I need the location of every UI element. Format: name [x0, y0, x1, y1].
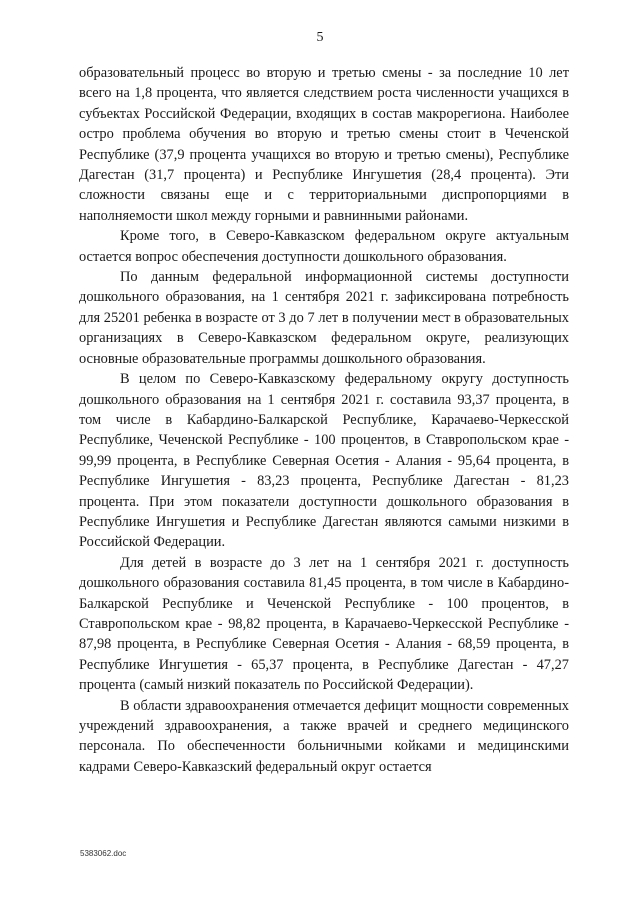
paragraph-healthcare: В области здравоохранения отмечается дефицит мощности современных учреждений здравоохранения, а также врачей и среднего медицинского персонала. По обеспеченности больничными койками и медицинскими кадрами Северо-Кавказский федеральный округ остается	[79, 697, 569, 775]
paragraph-preschool-demand: По данным федеральной информационной системы доступности дошкольного образования, на 1 сентября 2021 г. зафиксирована потребность для 25201 ребенка в возрасте от 3 до 7 лет в получении мест в образовательных организациях в Северо-Кавказском федеральном округе, реализующих основные образовательные программы дошкольного образования.	[79, 269, 569, 367]
page-number: 5	[316, 30, 324, 45]
paragraph-preschool-issue: Кроме того, в Северо-Кавказском федеральном округе актуальным остается вопрос обеспечения доступности дошкольного образования.	[79, 228, 569, 265]
document-body	[79, 63, 569, 777]
paragraph-continuation: образовательный процесс во вторую и третью смены - за последние 10 лет всего на 1,8 процента, что является следствием роста численности учащихся в субъектах Российской Федерации, входящих в состав макрорегиона. Наиболее остро проблема обучения во вторую и третью смены стоит в Чеченской Республике (37,9 процента учащихся во вторую и третью смены), Республике Дагестан (31,7 процента) и Республике Ингушетия (28,4 процента). Эти сложности связаны еще и с территориальными диспропорциями в наполняемости школ между горными и равнинными районами.	[79, 65, 569, 224]
document-filename: 5383062.doc	[80, 849, 127, 858]
paragraph-under-three-availability: Для детей в возрасте до 3 лет на 1 сентября 2021 г. доступность дошкольного образования составила 81,45 процента, в том числе в Кабардино-Балкарской Республике и Чеченской Республике - 100 процентов, в Ставропольском крае - 98,82 процента, в Карачаево-Черкесской Республике - 87,98 процента, в Республике Северная Осетия - Алания - 68,59 процента, в Республике Ингушетия - 65,37 процента, в Республике Дагестан - 47,27 процента (самый низкий показатель по Российской Федерации).	[79, 554, 569, 694]
paragraph-preschool-availability: В целом по Северо-Кавказскому федеральному округу доступность дошкольного образования на 1 сентября 2021 г. составила 93,37 процента, в том числе в Кабардино-Балкарской Республике, Карачаево-Черкесской Республике, Чеченской Республике - 100 процентов, в Ставропольском крае - 99,99 процента, в Республике Северная Осетия - Алания - 95,64 процента, в Республике Ингушетия - 83,23 процента, Республике Дагестан - 81,23 процента. При этом показатели доступности дошкольного образования в Республике Ингушетия и Республике Дагестан являются самыми низкими в Российской Федерации.	[79, 371, 569, 551]
